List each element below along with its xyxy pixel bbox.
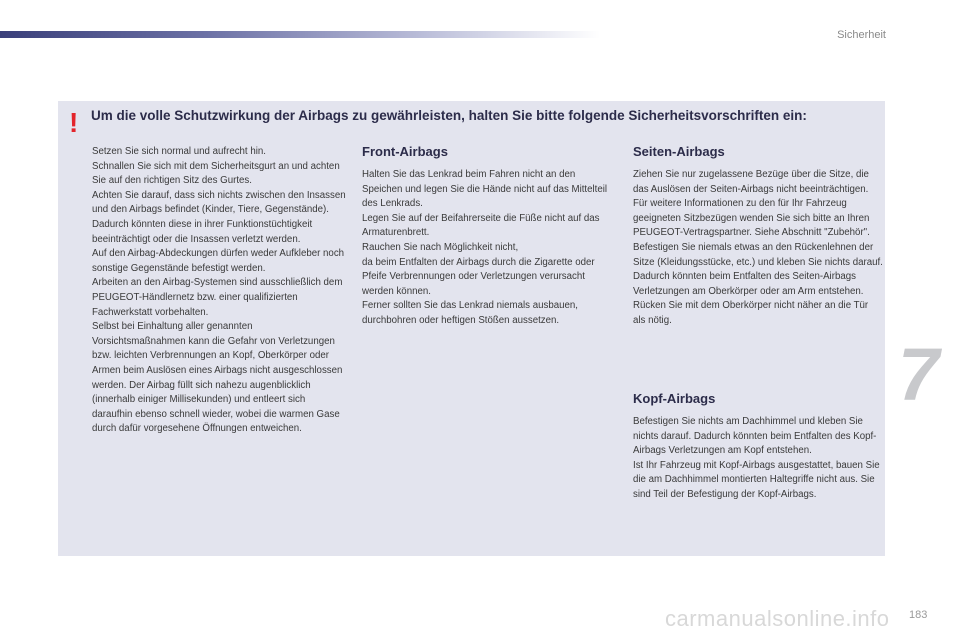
front-airbags-text: Halten Sie das Lenkrad beim Fahren nicht an den Speichen und legen Sie die Hände nicht auf das Mittelteil des Lenkrads. Legen Sie auf der Beifahrerseite die Füße nicht auf das Armaturenbrett. Rauchen Sie nach Möglichkeit nicht, da beim Entfalten der Airbags durch die Zigarette oder Pfeife Verbrennungen oder Verletzungen verursacht werden können. Ferner sollten Sie das Lenkrad niemals ausbauen, durchbohren oder heftigen Stößen aussetzen.	[362, 169, 608, 326]
panel-heading: Um die volle Schutzwirkung der Airbags zu gewährleisten, halten Sie bitte folgende Sicherheitsvorschriften ein:	[91, 108, 807, 123]
side-airbags-title: Seiten-Airbags	[633, 144, 725, 159]
head-airbags-title: Kopf-Airbags	[633, 391, 716, 406]
side-airbags-text: Ziehen Sie nur zugelassene Bezüge über die Sitze, die das Auslösen der Seiten-Airbags nicht beeinträchtigen. Für weitere Informationen zu den für Ihr Fahrzeug geeigneten Sitzbezügen wenden Sie sich bitte an Ihren PEUGEOT-Vertragspartner. Siehe Abschnitt "Zubehör". Befestigen Sie niemals etwas an den Rückenlehnen der Sitze (Kleidungsstücke, etc.) und kleben Sie nichts darauf. Dadurch könnten beim Entfalten des Seiten-Airbags Verletzungen am Oberkörper oder am Arm entstehen. Rücken Sie mit dem Oberkörper nicht näher an die Tür als nötig.	[633, 169, 883, 326]
header-gradient-bar	[0, 31, 600, 38]
watermark: carmanualsonline.info	[665, 606, 890, 631]
warning-exclamation-icon: !	[69, 107, 79, 138]
general-instructions-text: Setzen Sie sich normal und aufrecht hin. Schnallen Sie sich mit dem Sicherheitsgurt an und achten Sie auf den richtigen Sitz des Gurtes. Achten Sie darauf, dass sich nichts zwischen den Insassen und den Airbags befindet (Kinder, Tiere, Gegenstände). Dadurch könnten diese in ihrer Funktionstüchtigkeit beeinträchtigt oder die Insassen verletzt werden. Auf den Airbag-Abdeckungen dürfen weder Aufkleber noch sonstige Gegenstände befestigt werden. Arbeiten an den Airbag-Systemen sind ausschließlich dem PEUGEOT-Händlernetz bzw. einer qualifizierten Fachwerkstatt vorbehalten. Selbst bei Einhaltung aller genannten Vorsichtsmaßnahmen kann die Gefahr von Verletzungen bzw. leichten Verbrennungen an Kopf, Oberkörper oder Armen beim Auslösen eines Airbags nicht ausgeschlossen werden. Der Airbag füllt sich nahezu augenblicklich (innerhalb einiger Millisekunden) und entleert sich daraufhin ebenso schnell wieder, wobei die warmen Gase durch dafür vorgesehene Öffnungen entweichen.	[92, 146, 346, 435]
head-airbags-text: Befestigen Sie nichts am Dachhimmel und kleben Sie nichts darauf. Dadurch könnten beim Entfalten des Kopf-Airbags Verletzungen am Kopf entstehen. Ist Ihr Fahrzeug mit Kopf-Airbags ausgestattet, bauen Sie die am Dachhimmel montierten Haltegriffe nicht aus. Sie sind Teil der Befestigung der Kopf-Airbags.	[633, 416, 880, 500]
page-number: 183	[909, 609, 928, 621]
front-airbags-title: Front-Airbags	[362, 144, 448, 159]
section-title: Sicherheit	[837, 29, 886, 41]
chapter-number: 7	[898, 333, 940, 416]
